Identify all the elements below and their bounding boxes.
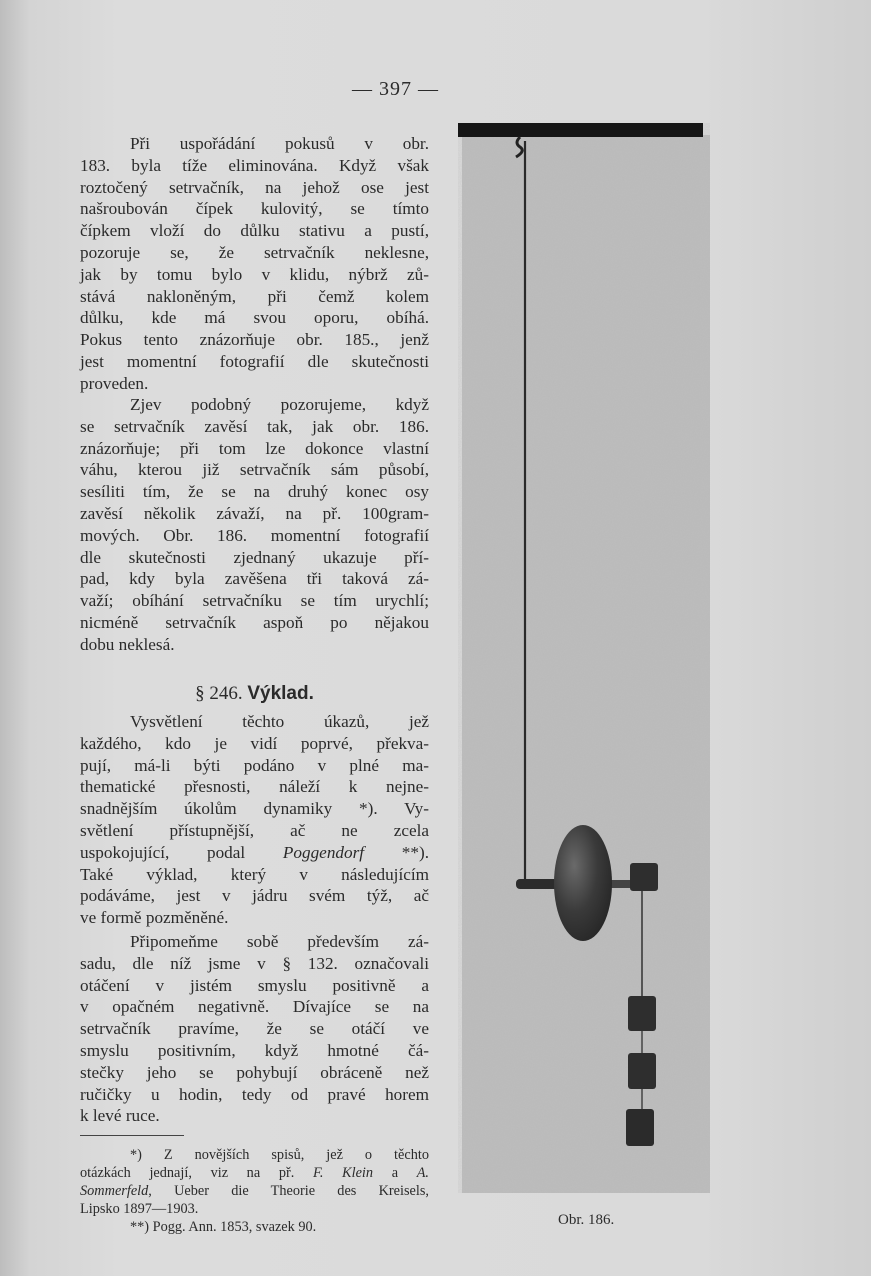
- weight-1: [628, 996, 656, 1031]
- text-line: zavěsí několik závaží, na př. 100gram-: [80, 503, 429, 523]
- text-line: sadu, dle níž jsme v § 132. označovali: [80, 953, 429, 973]
- text-line: smyslu positivním, když hmotné čá-: [80, 1040, 429, 1060]
- text-line: jest momentní fotografií dle skutečnosti: [80, 351, 429, 371]
- text-line: každého, kdo je vidí poprvé, překva-: [80, 733, 429, 753]
- text-line: mových. Obr. 186. momentní fotografií: [80, 525, 429, 545]
- footnote-1-line: *) Z novějších spisů, jež o těchto: [130, 1147, 429, 1163]
- text-line: k levé ruce.: [80, 1106, 160, 1126]
- text-line: Zjev podobný pozorujeme, když: [130, 395, 429, 414]
- text-line: roztočený setrvačník, na jehož ose jest: [80, 177, 429, 197]
- figure-photo-gyroscope: [458, 123, 710, 1193]
- flywheel-disk: [554, 825, 612, 941]
- section-heading: [80, 682, 429, 706]
- footnote-rule: [80, 1135, 184, 1136]
- text-line: Při uspořádání pokusů v obr.: [130, 134, 429, 153]
- paragraph-2: [80, 394, 429, 656]
- footnote-1-line: [80, 1164, 429, 1182]
- text-line: 183. byla tíže eliminována. Když však: [80, 155, 429, 175]
- fn-author: Sommerfeld: [80, 1183, 149, 1199]
- text-line: proveden.: [80, 373, 149, 393]
- text-line: Pokus tento znázorňuje obr. 185., jenž: [80, 330, 429, 350]
- text-line: váhu, kterou již setrvačník sám působí,: [80, 460, 429, 480]
- text-line: važí; obíhání setrvačníku se tím urychlí;: [80, 591, 429, 611]
- weight-2: [628, 1053, 656, 1089]
- text-line: pozoruje se, že setrvačník neklesne,: [80, 242, 429, 262]
- paragraph-4: [80, 931, 429, 1127]
- paragraph-3: [80, 711, 429, 929]
- text-line: pad, kdy byla zavěšena tři taková zá-: [80, 569, 429, 589]
- text-line: [80, 842, 429, 864]
- footnote-2: **) Pogg. Ann. 1853, svazek 90.: [130, 1219, 317, 1235]
- text-line: snadnějším úkolům dynamiky *). Vy-: [80, 799, 429, 819]
- text-line: v opačném negativně. Dívajíce se na: [80, 997, 429, 1017]
- footnotes: [80, 1146, 429, 1236]
- text-line: ve formě pozměněné.: [80, 908, 229, 928]
- text-line: stává nakloněným, při čemž kolem: [80, 286, 429, 306]
- author-name: Poggendorf: [282, 842, 365, 862]
- footnote-1-line: Lipsko 1897—1903.: [80, 1201, 199, 1217]
- text-line: otáčení v jistém smyslu positivně a: [80, 975, 429, 995]
- text-line: thematické přesnosti, náleží k nejne-: [80, 777, 429, 797]
- weight-3: [626, 1109, 654, 1146]
- text-line: sesíliti tím, že se na druhý konec osy: [80, 482, 429, 502]
- text-line: nicméně setrvačník aspoň po nějakou: [80, 612, 429, 632]
- text-line: stečky jeho se pohybují obráceně než: [80, 1062, 429, 1082]
- fn-text: , Ueber die Theorie des Kreisels,: [148, 1183, 429, 1199]
- footnote-1-line: [80, 1182, 429, 1200]
- line-text: uspokojující, podal: [80, 842, 283, 862]
- text-line: jak by tomu bylo v klidu, nýbrž zů-: [80, 264, 429, 284]
- fn-author: A.: [416, 1165, 429, 1181]
- fn-text: a: [373, 1165, 417, 1181]
- text-line: ručičky u hodin, tedy od pravé horem: [80, 1084, 429, 1104]
- text-line: našroubován čípek kulovitý, se tímto: [80, 199, 429, 219]
- text-line: pují, má-li býti podáno v plné ma-: [80, 755, 429, 775]
- text-line: dobu neklesá.: [80, 634, 175, 654]
- text-line: podáváme, jest v jádru svém týž, ač: [80, 886, 429, 906]
- text-line: se setrvačník zavěsí tak, jak obr. 186.: [80, 416, 429, 436]
- photo-grain: [462, 135, 710, 1193]
- text-line: důlku, kde má svou oporu, obíhá.: [80, 308, 429, 328]
- support-bar: [458, 123, 703, 137]
- text-line: Připomeňme sobě především zá-: [130, 932, 429, 951]
- fn-author: F. Klein: [312, 1165, 374, 1181]
- text-line: znázorňuje; při tom lze dokonce vlastní: [80, 438, 429, 458]
- text-line: Také výklad, který v následujícím: [80, 864, 429, 884]
- text-line: čípkem vloží do důlku stativu a pustí,: [80, 221, 429, 241]
- axle-cap: [630, 863, 658, 891]
- fn-text: otázkách jednají, viz na př.: [80, 1165, 313, 1181]
- section-title: Výklad.: [247, 683, 314, 704]
- page-number: — 397 —: [352, 78, 439, 100]
- text-line: Vysvětlení těchto úkazů, jež: [130, 712, 429, 731]
- text-line: setrvačník pravíme, že se otáčí ve: [80, 1019, 429, 1039]
- paragraph-1: [80, 133, 429, 395]
- text-line: dle skutečnosti zjednaný ukazuje pří-: [80, 547, 429, 567]
- text-line: světlení přístupnější, ač ne zcela: [80, 820, 429, 840]
- line-text: **).: [364, 842, 429, 862]
- section-number: § 246.: [195, 683, 243, 704]
- figure-caption: Obr. 186.: [558, 1212, 615, 1228]
